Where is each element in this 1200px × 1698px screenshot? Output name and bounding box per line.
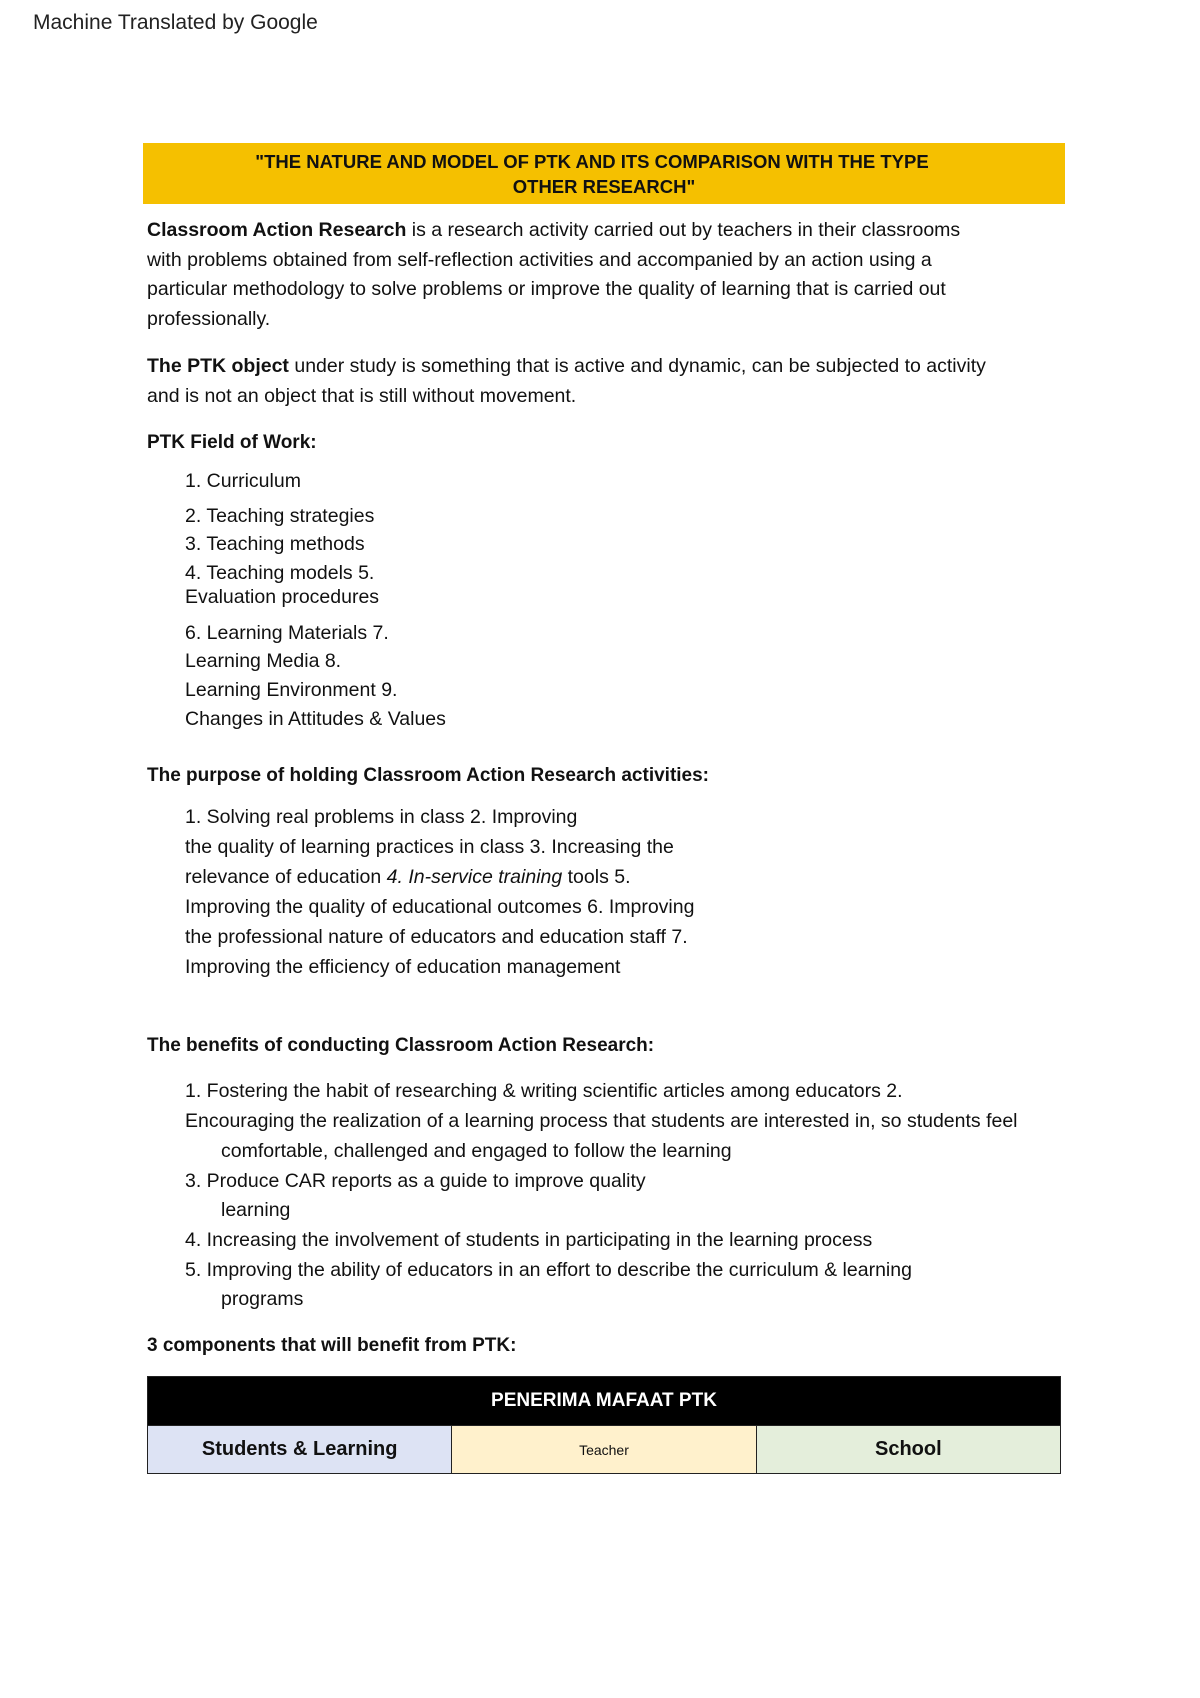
intro-paragraph-1 <box>147 216 960 334</box>
table-header-cell: PENERIMA MAFAAT PTK <box>148 1377 1061 1426</box>
list-item: Changes in Attitudes & Values <box>185 708 446 730</box>
list-item: 3. Produce CAR reports as a guide to improve quality <box>185 1170 646 1192</box>
list-item: Evaluation procedures <box>185 586 380 608</box>
purpose-after-italic: tools 5. <box>562 866 631 888</box>
intro-p2-line-1 <box>147 352 986 382</box>
list-item: 1. Curriculum <box>185 470 301 492</box>
intro-paragraph-2 <box>147 352 986 411</box>
machine-translated-label: Machine Translated by Google <box>33 11 318 34</box>
list-item: Improving the quality of educational outcomes 6. Improving <box>185 896 695 918</box>
list-item: 6. Learning Materials 7. <box>185 622 389 644</box>
list-item: 1. Fostering the habit of researching & writing scientific articles among educators 2. <box>185 1080 903 1102</box>
table-row <box>148 1426 1061 1474</box>
components-heading: 3 components that will benefit from PTK: <box>147 1335 517 1356</box>
intro-p1-bold: Classroom Action Research <box>147 219 407 241</box>
beneficiaries-table <box>147 1376 1061 1474</box>
list-item: Learning Media 8. <box>185 650 342 672</box>
list-item: the professional nature of educators and education staff 7. <box>185 926 688 948</box>
list-item: Improving the efficiency of education management <box>185 956 621 978</box>
purpose-line-3-text: relevance of education <box>185 866 387 888</box>
list-item: 3. Teaching methods <box>185 533 365 555</box>
document-title-banner <box>143 143 1065 204</box>
cell-teacher: Teacher <box>452 1426 756 1474</box>
list-item: programs <box>221 1288 304 1310</box>
intro-p1-text-1: is a research activity carried out by teachers in their classrooms <box>406 219 961 241</box>
list-item: the quality of learning practices in class 3. Increasing the <box>185 836 674 858</box>
list-item: 2. Teaching strategies <box>185 505 375 527</box>
list-item: 1. Solving real problems in class 2. Improving <box>185 806 578 828</box>
title-line-1: "THE NATURE AND MODEL OF PTK AND ITS COMPARISON WITH THE TYPE <box>255 150 929 172</box>
field-of-work-heading: PTK Field of Work: <box>147 432 317 453</box>
list-item <box>185 866 631 889</box>
list-item: 5. Improving the ability of educators in an effort to describe the curriculum & learning <box>185 1259 912 1281</box>
list-item: 4. Increasing the involvement of students in participating in the learning process <box>185 1229 873 1251</box>
list-item: 4. Teaching models 5. <box>185 562 375 584</box>
cell-school: School <box>756 1426 1060 1474</box>
intro-p2-text-1: under study is something that is active and dynamic, can be subjected to activity <box>288 355 986 377</box>
intro-p1-line-2: with problems obtained from self-reflection activities and accompanied by an action using a <box>147 248 932 271</box>
purpose-italic-text: 4. In-service training <box>386 866 563 888</box>
intro-p1-line-4: professionally. <box>147 307 271 330</box>
list-item: comfortable, challenged and engaged to follow the learning <box>221 1140 732 1162</box>
list-item: learning <box>221 1199 291 1221</box>
benefits-heading: The benefits of conducting Classroom Action Research: <box>147 1035 655 1056</box>
intro-p1-line-3: particular methodology to solve problems or improve the quality of learning that is carried out <box>147 278 946 300</box>
table-header-row <box>148 1377 1061 1426</box>
intro-p2-bold: The PTK object <box>147 355 289 377</box>
list-item: Learning Environment 9. <box>185 679 398 701</box>
intro-p2-line-2: and is not an object that is still without movement. <box>147 384 577 407</box>
title-line-2: OTHER RESEARCH" <box>512 175 696 197</box>
list-item: Encouraging the realization of a learning process that students are interested in, so students feel <box>185 1110 1018 1132</box>
purpose-heading: The purpose of holding Classroom Action Research activities: <box>147 765 710 786</box>
intro-p1-line-1 <box>147 216 960 246</box>
cell-students-learning: Students & Learning <box>148 1426 452 1474</box>
